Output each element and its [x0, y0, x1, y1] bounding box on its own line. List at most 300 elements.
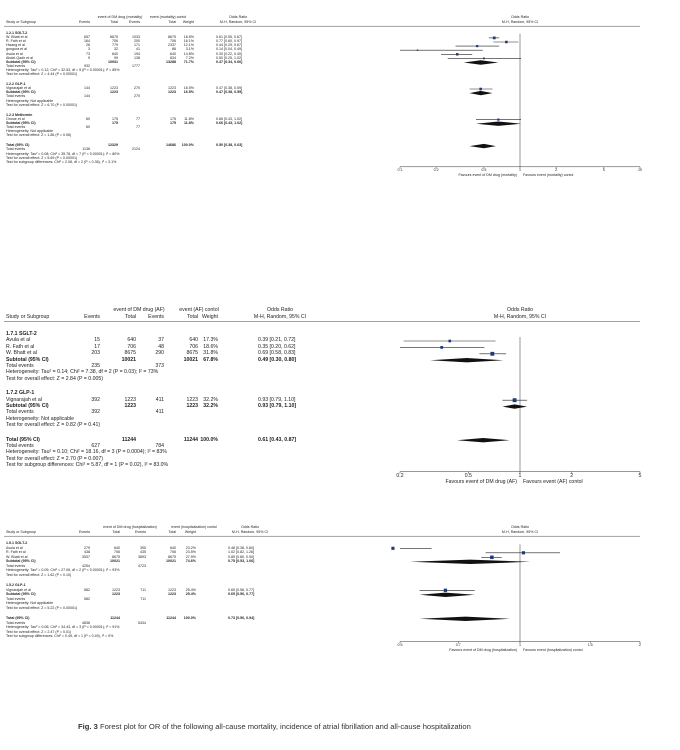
header-study-col: Study or Subgroup — [6, 530, 36, 535]
study-estimate-marker — [417, 49, 418, 50]
events-a-value: 73 — [86, 51, 90, 56]
row-label: Subtotal (95% CI) — [6, 559, 36, 563]
study-estimate-marker — [497, 119, 499, 121]
odds-ratio-ci: 0.30 [0.22, 0.40] — [216, 51, 242, 56]
events-a-value: 164 — [84, 39, 90, 44]
total-a-value: 10021 — [110, 559, 120, 563]
events-b-value: 3893 — [138, 554, 146, 559]
odds-ratio-ci: 0.49 [0.30, 0.80] — [258, 356, 297, 363]
row-label: Total events — [6, 563, 26, 568]
row-label: R. Fath et al — [6, 343, 35, 350]
events-b-value: 411 — [155, 409, 164, 416]
pooled-estimate-diamond — [464, 60, 499, 64]
weight-value: 32.2% — [203, 403, 218, 409]
events-b-value: 1777 — [132, 63, 140, 68]
weight-value: 17.3% — [203, 337, 218, 344]
row-label: Subtotal (95% CI) — [6, 120, 36, 125]
pooled-estimate-diamond — [430, 358, 503, 362]
header-group-a: event of DM drug (hospitalization) — [103, 525, 157, 529]
events-b-value: 395 — [140, 545, 146, 550]
odds-ratio-ci: 0.85 [0.80, 0.90] — [228, 554, 254, 559]
odds-ratio-ci: 0.35 [0.20, 0.62] — [258, 343, 296, 350]
figure-label: Fig. 3 — [78, 722, 98, 731]
events-b-value: 270 — [134, 86, 140, 91]
events-b-value: 711 — [140, 587, 146, 592]
events-a-value: 26 — [86, 43, 90, 48]
odds-ratio-ci: 0.73 [0.56, 0.94] — [228, 616, 255, 620]
row-label: Heterogeneity: Tau² = 0.06; Chi² = 34.43, df = 3 (P < 0.00001); I² = 91% — [6, 625, 120, 629]
x-tick-label: 0.2 — [433, 168, 439, 173]
study-estimate-marker — [493, 37, 496, 40]
odds-ratio-ci: 0.65 [0.56, 0.77] — [228, 587, 254, 592]
total-b-value: 640 — [170, 51, 176, 56]
study-estimate-marker — [444, 589, 447, 592]
total-b-value: 706 — [170, 550, 176, 554]
x-tick-label: 1.5 — [587, 643, 593, 647]
weight-value: 14.8% — [183, 51, 194, 56]
odds-ratio-ci: 0.75 [0.53, 1.06] — [228, 559, 255, 563]
pooled-estimate-diamond — [502, 404, 527, 408]
total-a-value: 32 — [114, 47, 118, 52]
row-label: Test for overall effect: Z = 1.62 (P = 0.10) — [6, 572, 72, 577]
x-tick-label: 1 — [518, 473, 522, 480]
forest-plot-svg — [0, 524, 680, 709]
weight-value: 3.1% — [185, 47, 194, 52]
header-events-b: Events — [135, 530, 146, 535]
odds-ratio-ci: 0.65 [0.56, 0.77] — [228, 592, 255, 596]
total-b-value: 1223 — [186, 403, 198, 409]
row-label: Avula et al — [6, 545, 23, 550]
figure-caption — [78, 722, 471, 731]
total-a-value: 706 — [127, 343, 136, 350]
weight-value: 74.6% — [185, 559, 196, 563]
row-label: Test for overall effect: Z = 1.86 (P = 0.06) — [6, 133, 72, 138]
odds-ratio-ci: 0.44 [0.29, 0.67] — [216, 43, 242, 48]
x-tick-label: 10 — [638, 168, 642, 173]
row-label: Test for overall effect: Z = 2.47 (P = 0.01) — [6, 629, 72, 634]
header-total-b: Total — [168, 20, 176, 25]
total-a-value: 640 — [127, 337, 136, 344]
row-label: Total (95% CI) — [6, 143, 30, 148]
header-total-b: Total — [187, 313, 198, 320]
x-tick-label: 0.5 — [397, 643, 403, 647]
row-label: Total events — [6, 443, 34, 449]
row-label: R. Fath et al — [6, 550, 26, 554]
x-tick-label: 0.5 — [481, 168, 487, 173]
total-a-value: 1223 — [110, 86, 118, 91]
total-b-value: 1223 — [168, 90, 176, 95]
weight-value: 11.8% — [184, 116, 194, 121]
total-b-value: 8675 — [168, 554, 176, 559]
header-or-sub: M-H, Random, 95% CI — [219, 20, 257, 25]
events-b-value: 711 — [140, 596, 146, 601]
favours-left-label: Favours event of DM drug (mortality) — [458, 172, 517, 177]
row-label: Heterogeneity: Tau² = 0.08; Chi² = 35.78, df = 7 (P < 0.00001); I² = 80% — [6, 151, 120, 156]
x-tick-label: 5 — [602, 168, 605, 173]
events-a-value: 203 — [91, 350, 100, 357]
row-label: Test for overall effect: Z = 4.44 (P < 0.00001) — [6, 72, 78, 76]
odds-ratio-ci: 0.47 [0.38, 0.59] — [216, 90, 243, 95]
header-study-col: Study or Subgroup — [6, 20, 36, 25]
study-estimate-marker — [490, 556, 494, 560]
row-label: Test for overall effect: Z = 5.69 (P < 0.00001) — [6, 155, 78, 160]
total-b-value: 834 — [170, 55, 176, 60]
weight-value: 7.2% — [185, 55, 194, 60]
total-b-value: 706 — [170, 39, 176, 44]
weight-value: 100.0% — [183, 616, 196, 620]
row-label: Subtotal (95% CI) — [6, 592, 36, 596]
row-label: Vignarajah et al — [6, 587, 31, 592]
events-b-value: 270 — [134, 94, 140, 99]
x-tick-label: 0.7 — [455, 643, 461, 647]
events-a-value: 657 — [84, 35, 90, 40]
total-a-value: 175 — [112, 116, 118, 121]
x-tick-label: 2 — [555, 168, 558, 173]
forest-plot-atrial-fibrillation — [0, 306, 680, 516]
events-a-value: 279 — [84, 545, 90, 550]
events-a-value: 144 — [84, 86, 90, 91]
weight-value: 11.8% — [184, 120, 194, 125]
figure-caption-text: Forest plot for OR of the following all-cause mortality, incidence of atrial fibrillation and all-cause hospitalization — [99, 722, 471, 731]
favours-right-label: Favours event (hospitalization) contol — [523, 647, 583, 652]
odds-ratio-ci: 0.50 [0.25, 1.02] — [216, 55, 242, 60]
plot-header: Odds Ratio — [511, 15, 529, 19]
odds-ratio-ci: 0.50 [0.38, 0.63] — [216, 143, 243, 148]
weight-value: 18.6% — [203, 343, 218, 350]
weight-value: 71.7% — [183, 59, 194, 64]
weight-value: 16.1% — [183, 39, 194, 44]
row-label: Subtotal (95% CI) — [6, 59, 36, 64]
header-odds-ratio: Odds Ratio — [229, 15, 247, 19]
total-b-value: 11244 — [183, 436, 198, 443]
row-label: Hwang et al — [6, 43, 25, 48]
row-label: Subtotal (95% CI) — [6, 90, 36, 95]
events-b-value: 138 — [134, 55, 140, 60]
events-b-value: 4723 — [138, 563, 146, 568]
weight-value: 32.2% — [203, 396, 218, 403]
events-a-value: 15 — [94, 337, 100, 344]
events-a-value: 392 — [91, 409, 100, 416]
row-label: Onoue et al — [6, 116, 25, 121]
plot-header-sub: M-H, Random, 95% CI — [493, 313, 547, 320]
total-a-value: 175 — [112, 120, 118, 125]
total-b-value: 175 — [170, 116, 176, 121]
forest-plot-svg — [0, 14, 680, 274]
header-events-a: Events — [79, 530, 90, 535]
total-a-value: 8675 — [124, 350, 136, 357]
study-estimate-marker — [456, 53, 458, 55]
header-group-b: event (mortality) contol — [149, 15, 187, 19]
odds-ratio-ci: 0.14 [0.04, 0.49] — [216, 47, 242, 52]
header-odds-ratio: Odds Ratio — [241, 525, 259, 529]
events-b-value: 411 — [155, 396, 164, 403]
x-tick-label: 2 — [570, 473, 574, 480]
total-b-value: 1223 — [168, 592, 176, 596]
pooled-estimate-diamond — [470, 144, 496, 148]
total-b-value: 1223 — [186, 396, 198, 403]
odds-ratio-ci: 0.77 [0.60, 0.97] — [216, 39, 242, 44]
events-a-value: 392 — [91, 396, 100, 403]
pooled-estimate-diamond — [470, 91, 493, 95]
row-label: gongora et al — [6, 47, 27, 52]
total-b-value: 10021 — [183, 356, 198, 363]
row-label: Total events — [6, 620, 26, 625]
total-b-value: 1223 — [168, 86, 176, 91]
weight-value: 18.5% — [183, 35, 194, 40]
row-label: 1.2.1 SGLT-2 — [6, 31, 28, 35]
weight-value: 25.4% — [185, 587, 196, 592]
row-label: 1.7.1 SGLT-2 — [6, 331, 37, 337]
weight-value: 67.8% — [203, 356, 218, 363]
row-label: Avula et al — [6, 337, 31, 344]
total-b-value: 640 — [170, 545, 176, 550]
odds-ratio-ci: 0.61 [0.55, 0.67] — [216, 35, 242, 40]
total-b-value: 86 — [172, 47, 176, 52]
header-group-b: event (AF) contol — [179, 307, 219, 313]
favours-left-label: Favours event of DM drug (hospitalization) — [449, 647, 517, 652]
row-label: Heterogeneity: Tau² = 0.12; Chi² = 32.53, df = 5 (P < 0.00001); I² = 85% — [6, 67, 120, 72]
row-label: Total events — [6, 147, 26, 152]
total-b-value: 1223 — [168, 587, 176, 592]
total-a-value: 12329 — [108, 143, 118, 148]
total-a-value: 1223 — [112, 587, 120, 592]
row-label: Total events — [6, 63, 26, 68]
odds-ratio-ci: 0.66 [0.43, 1.02] — [216, 116, 242, 121]
row-label: 1.2.3 Metformin — [6, 112, 33, 117]
total-a-value: 10931 — [108, 59, 118, 64]
x-tick-label: 1 — [519, 643, 521, 647]
row-label: Heterogeneity: Not applicable — [6, 601, 54, 605]
total-a-value: 11244 — [110, 616, 120, 620]
study-estimate-marker — [522, 551, 525, 554]
total-b-value: 706 — [189, 343, 198, 350]
header-study-col: Study or Subgroup — [6, 313, 50, 320]
events-b-value: 435 — [140, 550, 146, 554]
row-label: Total events — [6, 363, 34, 369]
header-events-a: Events — [84, 313, 100, 320]
odds-ratio-ci: 0.69 [0.58, 0.83] — [258, 350, 296, 357]
row-label: Total (95% CI) — [6, 436, 40, 443]
row-label: W. Bhatt et al — [6, 35, 28, 40]
events-b-value: 77 — [136, 116, 140, 121]
total-a-value: 99 — [114, 55, 118, 60]
forest-plot-hospitalization — [0, 524, 680, 709]
header-group-b: event (hospitalization) contol — [171, 525, 217, 529]
events-a-value: 60 — [86, 116, 90, 121]
row-label: Test for overall effect: Z = 5.22 (P < 0.00001) — [6, 605, 78, 610]
study-estimate-marker — [483, 58, 485, 60]
x-tick-label: 2 — [639, 643, 641, 647]
events-b-value: 37 — [158, 337, 164, 344]
events-b-value: 194 — [134, 51, 140, 56]
events-a-value: 3537 — [82, 554, 90, 559]
study-estimate-marker — [490, 352, 494, 356]
total-a-value: 706 — [112, 39, 118, 44]
odds-ratio-ci: 0.93 [0.79, 1.10] — [258, 396, 296, 403]
pooled-estimate-diamond — [457, 438, 510, 442]
row-label: Heterogeneity: Tau² = 0.09; Chi² = 27.06, df = 2 (P < 0.00001); I² = 93% — [6, 568, 120, 572]
total-a-value: 1223 — [124, 403, 136, 409]
row-label: Subtotal (95% CI) — [6, 403, 49, 409]
plot-header: Odds Ratio — [511, 525, 529, 529]
total-b-value: 2337 — [168, 43, 176, 48]
favours-right-label: Favours event (AF) contol — [523, 479, 583, 486]
total-b-value: 14686 — [166, 143, 176, 148]
row-label: Total events — [6, 596, 26, 601]
row-label: Test for overall effect: Z = 0.82 (P = 0.41) — [6, 422, 101, 429]
row-label: Total (95% CI) — [6, 616, 30, 620]
study-estimate-marker — [505, 41, 508, 44]
row-label: Vignarajah et al — [6, 86, 31, 91]
pooled-estimate-diamond — [420, 617, 510, 621]
total-a-value: 1223 — [124, 396, 136, 403]
total-a-value: 640 — [112, 51, 118, 56]
total-a-value: 1223 — [112, 592, 120, 596]
plot-header-sub: M-H, Random, 95% CI — [501, 530, 539, 535]
events-b-value: 784 — [155, 443, 164, 449]
total-b-value: 10021 — [166, 559, 176, 563]
study-estimate-marker — [479, 88, 482, 91]
total-b-value: 640 — [189, 337, 198, 344]
weight-value: 12.1% — [183, 43, 194, 48]
header-weight: Weight — [201, 313, 218, 320]
header-total-a: Total — [125, 313, 136, 320]
row-label: Heterogeneity: Not applicable — [6, 129, 54, 134]
x-tick-label: 0.2 — [396, 473, 404, 480]
total-b-value: 175 — [170, 120, 176, 125]
total-b-value: 13288 — [166, 59, 176, 64]
total-a-value: 779 — [112, 43, 118, 48]
study-estimate-marker — [440, 346, 443, 349]
weight-value: 100.0% — [181, 143, 194, 148]
row-label: Test for overall effect: Z = 6.70 (P < 0.00001) — [6, 102, 78, 107]
odds-ratio-ci: 0.66 [0.43, 1.02] — [216, 120, 243, 125]
header-group-a: event of DM drug (AF) — [113, 307, 165, 313]
events-b-value: 41 — [136, 47, 140, 52]
study-estimate-marker — [391, 547, 394, 550]
events-a-value: 1136 — [82, 147, 90, 152]
header-events-b: Events — [129, 20, 140, 25]
header-or-sub: M-H, Random, 95% CI — [253, 313, 307, 320]
row-label: Test for subgroup differences: Chi² = 5.87, df = 1 (P = 0.02), I² = 83.0% — [6, 462, 169, 469]
weight-value: 31.8% — [203, 350, 218, 357]
pooled-estimate-diamond — [410, 560, 530, 564]
events-a-value: 932 — [84, 63, 90, 68]
header-odds-ratio: Odds Ratio — [267, 307, 293, 313]
weight-value: 100.0% — [200, 436, 218, 443]
events-a-value: 627 — [91, 443, 100, 449]
row-label: Heterogeneity: Not applicable — [6, 415, 75, 422]
favours-right-label: Favours event (mortality) contol — [523, 172, 574, 177]
total-b-value: 11244 — [166, 616, 176, 620]
events-b-value: 48 — [158, 343, 164, 350]
study-estimate-marker — [476, 45, 478, 47]
odds-ratio-ci: 0.47 [0.34, 0.66] — [216, 59, 243, 64]
events-a-value: 438 — [84, 550, 90, 554]
row-label: R. Fath et al — [6, 39, 26, 44]
weight-value: 16.5% — [183, 90, 194, 95]
row-label: Test for subgroup differences: Chi² = 2.08, df = 2 (P = 0.36), I² = 3.1% — [6, 159, 117, 164]
events-a-value: 582 — [84, 596, 90, 601]
events-a-value: 17 — [94, 343, 100, 350]
header-total-b: Total — [168, 530, 176, 535]
events-a-value: 9 — [88, 55, 90, 60]
plot-header-sub: M-H, Random, 95% CI — [501, 20, 539, 25]
events-b-value: 373 — [155, 363, 164, 369]
events-a-value: 235 — [91, 363, 100, 369]
total-b-value: 8675 — [186, 350, 198, 357]
row-label: Total events — [6, 94, 26, 99]
header-weight: Weight — [184, 530, 196, 535]
pooled-estimate-diamond — [476, 122, 521, 126]
total-b-value: 8675 — [168, 35, 176, 40]
weight-value: 25.4% — [185, 592, 196, 596]
row-label: Vignarajah et al — [6, 396, 42, 403]
weight-value: 23.5% — [185, 550, 196, 554]
row-label: Abdel-Qadir et al — [6, 55, 33, 60]
x-tick-label: 0.1 — [397, 168, 403, 173]
events-b-value: 77 — [136, 125, 140, 129]
row-label: Total events — [6, 409, 34, 416]
odds-ratio-ci: 0.48 [0.38, 0.60] — [228, 545, 254, 550]
events-a-value: 144 — [84, 94, 90, 99]
weight-value: 16.5% — [183, 86, 194, 91]
plot-header: Odds Ratio — [507, 307, 533, 313]
events-a-value: 4254 — [82, 563, 90, 568]
study-estimate-marker — [448, 340, 451, 343]
favours-left-label: Favours event of DM drug (AF) — [445, 479, 517, 486]
events-b-value: 1033 — [132, 35, 140, 40]
row-label: W. Bhatt et al — [6, 350, 37, 357]
weight-value: 27.9% — [185, 554, 196, 559]
events-a-value: 582 — [84, 587, 90, 592]
study-estimate-marker — [513, 398, 517, 402]
events-b-value: 290 — [155, 350, 164, 357]
forest-plot-mortality — [0, 14, 680, 274]
odds-ratio-ci: 1.02 [0.82, 1.26] — [228, 550, 254, 554]
row-label: Test for overall effect: Z = 2.84 (P = 0.005) — [6, 375, 103, 382]
events-b-value: 171 — [134, 43, 140, 48]
header-weight: Weight — [182, 20, 194, 25]
row-label: Total events — [6, 125, 26, 129]
total-a-value: 1223 — [110, 90, 118, 95]
total-a-value: 640 — [114, 545, 120, 550]
header-events-b: Events — [148, 313, 164, 320]
total-a-value: 8675 — [112, 554, 120, 559]
header-or-sub: M-H, Random, 95% CI — [231, 530, 269, 535]
x-tick-label: 1 — [519, 168, 521, 173]
row-label: Heterogeneity: Not applicable — [6, 98, 54, 103]
total-a-value: 706 — [114, 550, 120, 554]
row-label: Avula et al — [6, 51, 23, 56]
row-label: Heterogeneity: Tau² = 0.10; Chi² = 18.16, df = 3 (P = 0.0004); I² = 83% — [6, 449, 167, 456]
row-label: Subtotal (95% CI) — [6, 356, 49, 363]
odds-ratio-ci: 0.61 [0.43, 0.87] — [258, 436, 297, 443]
total-a-value: 8675 — [110, 35, 118, 40]
events-b-value: 2124 — [132, 147, 140, 152]
pooled-estimate-diamond — [420, 593, 475, 597]
total-a-value: 10021 — [121, 356, 136, 363]
header-total-a: Total — [110, 20, 118, 25]
row-label: 1.7.2 GLP-1 — [6, 390, 35, 397]
row-label: 1.5.1 SGLT-2 — [6, 541, 28, 545]
odds-ratio-ci: 0.93 [0.79, 1.10] — [258, 403, 297, 409]
header-group-a: event of DM drug (mortality) — [97, 15, 143, 19]
row-label: W. Bhatt et al — [6, 554, 28, 559]
odds-ratio-ci: 0.47 [0.38, 0.59] — [216, 86, 242, 91]
row-label: Heterogeneity: Tau² = 0.14; Chi² = 7.38, df = 2 (P = 0.03); I² = 73% — [6, 369, 159, 376]
odds-ratio-ci: 0.39 [0.21, 0.72] — [258, 337, 296, 344]
